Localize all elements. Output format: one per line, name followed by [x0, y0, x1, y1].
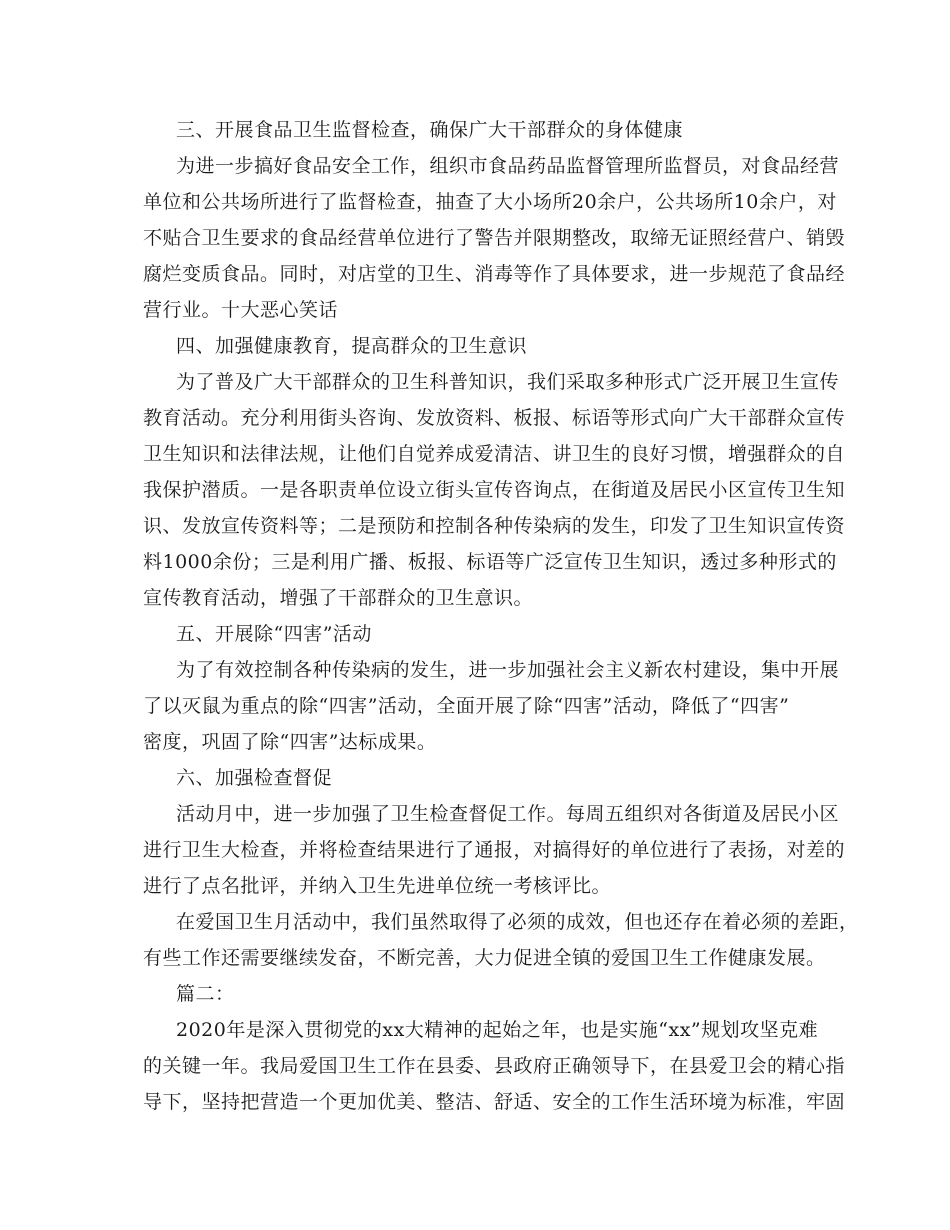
- paragraph-line: 活动月中，进一步加强了卫生检查督促工作。每周五组织对各街道及居民小区: [176, 803, 840, 825]
- section-label-part-two: 篇二：: [176, 983, 235, 1005]
- paragraph-line: 腐烂变质食品。同时，对店堂的卫生、消毒等作了具体要求，进一步规范了食品经: [143, 263, 846, 285]
- paragraph-line: 进行卫生大检查，并将检查结果进行了通报，对搞得好的单位进行了表扬，对差的: [143, 839, 846, 861]
- paragraph-line: 进行了点名批评，并纳入卫生先进单位统一考核评比。: [143, 875, 612, 897]
- heading-four-pests: 五、开展除“四害”活动: [176, 623, 372, 645]
- paragraph-line: 2020年是深入贯彻党的xx大精神的起始之年，也是实施“xx”规划攻坚克难: [176, 1019, 819, 1041]
- paragraph-line: 营行业。十大恶心笑话: [143, 299, 339, 321]
- paragraph-line: 不贴合卫生要求的食品经营单位进行了警告并限期整改，取缔无证照经营户、销毁: [143, 227, 846, 249]
- paragraph-line: 料1000余份；三是利用广播、板报、标语等广泛宣传卫生知识，透过多种形式的: [143, 551, 837, 573]
- heading-health-education: 四、加强健康教育，提高群众的卫生意识: [176, 335, 528, 357]
- paragraph-line: 在爱国卫生月活动中，我们虽然取得了必须的成效，但也还存在着必须的差距，: [176, 911, 859, 933]
- paragraph-line: 为了普及广大干部群众的卫生科普知识，我们采取多种形式广泛开展卫生宣传: [176, 371, 840, 393]
- paragraph-line: 有些工作还需要继续发奋，不断完善，大力促进全镇的爱国卫生工作健康发展。: [143, 947, 826, 969]
- paragraph-line: 了以灭鼠为重点的除“四害”活动，全面开展了除“四害”活动，降低了“四害”: [143, 695, 790, 717]
- heading-food-inspection: 三、开展食品卫生监督检查，确保广大干部群众的身体健康: [176, 119, 684, 141]
- paragraph-line: 密度，巩固了除“四害”达标成果。: [143, 731, 437, 753]
- paragraph-line: 为进一步搞好食品安全工作，组织市食品药品监督管理所监督员，对食品经营: [176, 155, 840, 177]
- paragraph-line: 教育活动。充分利用街头咨询、发放资料、板报、标语等形式向广大干部群众宣传: [143, 407, 846, 429]
- paragraph-line: 的关键一年。我局爱国卫生工作在县委、县政府正确领导下，在县爱卫会的精心指: [143, 1055, 846, 1077]
- heading-inspection: 六、加强检查督促: [176, 767, 333, 789]
- paragraph-line: 导下，坚持把营造一个更加优美、整洁、舒适、安全的工作生活环境为标准，牢固: [143, 1091, 846, 1113]
- paragraph-line: 宣传教育活动，增强了干部群众的卫生意识。: [143, 587, 534, 609]
- paragraph-line: 我保护潜质。一是各职责单位设立街头宣传咨询点，在街道及居民小区宣传卫生知: [143, 479, 846, 501]
- paragraph-line: 为了有效控制各种传染病的发生，进一步加强社会主义新农村建设，集中开展: [176, 659, 840, 681]
- paragraph-line: 卫生知识和法律法规，让他们自觉养成爱清洁、讲卫生的良好习惯，增强群众的自: [143, 443, 846, 465]
- paragraph-line: 单位和公共场所进行了监督检查，抽查了大小场所20余户，公共场所10余户，对: [143, 191, 837, 213]
- paragraph-line: 识、发放宣传资料等；二是预防和控制各种传染病的发生，印发了卫生知识宣传资: [143, 515, 846, 537]
